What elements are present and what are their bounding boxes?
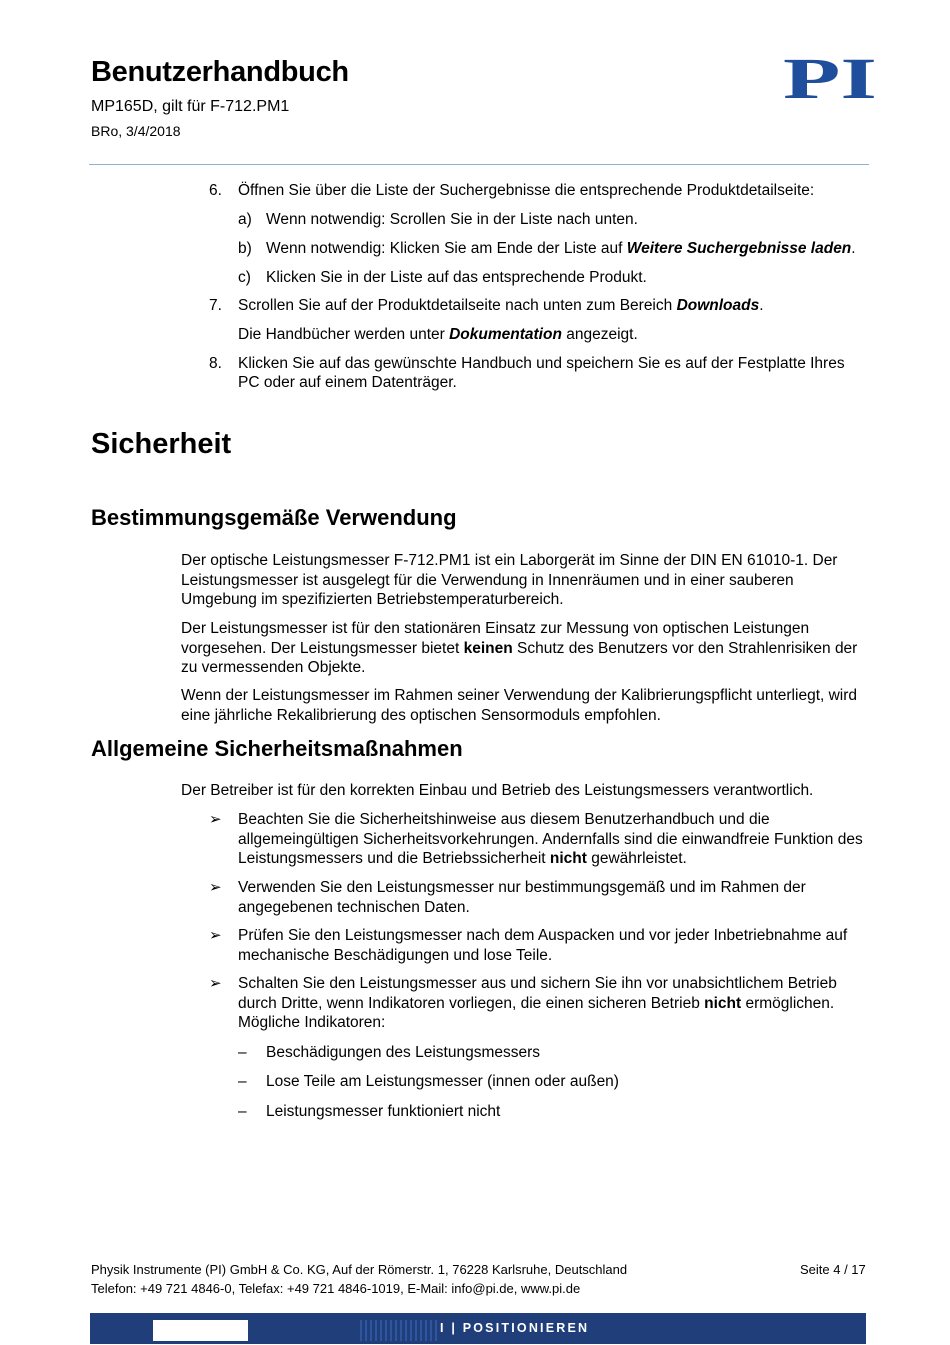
text-run: . [851, 240, 856, 257]
paragraph-operator: Der Betreiber ist für den korrekten Einbau und Betrieb des Leistungsmessers verantwortlich. [181, 782, 814, 799]
indicator-item: Lose Teile am Leistungsmesser (innen oder außen) [266, 1073, 619, 1090]
bullet-item [209, 974, 874, 1033]
text-run: gewährleistet. [586, 850, 687, 867]
bullet-item [209, 878, 874, 917]
heading-safety: Sicherheit [91, 428, 232, 460]
paragraph-intended-use-3: Wenn der Leistungsmesser im Rahmen seiner Verwendung der Kalibrierungspflicht unterliegt, wird eine jährliche Rekalibrierung des optischen Sensormoduls empfohlen. [181, 687, 858, 724]
step-8-line-1: Klicken Sie auf das gewünschte Handbuch und speichern Sie es auf der Festplatte Ihres [238, 355, 845, 372]
bullet-item [209, 926, 874, 965]
indicator-item: Beschädigungen des Leistungsmessers [266, 1044, 541, 1061]
bullet-text: Prüfen Sie den Leistungsmesser nach dem Auspacken und vor jeder Inbetriebnahme auf mechanische Beschädigungen und lose Teile. [238, 927, 848, 964]
text-run: Schalten Sie den Leistungsmesser aus und sichern Sie ihn vor unabsichtlichem Betrieb durch Dritte, wenn Indikatoren vorliegen, die einen sicheren Betrieb [238, 975, 837, 1012]
page-number: Seite 4 / 17 [800, 1262, 866, 1277]
text-run: . [759, 297, 764, 314]
dash-bullet-icon: – [238, 1044, 247, 1061]
substep-letter: a) [238, 211, 252, 228]
step-number: 6. [209, 182, 222, 199]
pi-logo [782, 54, 878, 102]
document-subtitle: MP165D, gilt für F-712.PM1 [91, 98, 290, 115]
text-run: Beachten Sie die Sicherheitshinweise aus diesem Benutzerhandbuch und die allgemeingültigen Sicherheitsvorkehrungen. Andernfalls sind die einwandfreie Funktion des Leistungsmessers und die Betriebssicherheit [238, 811, 863, 867]
substep-a-text: Wenn notwendig: Scrollen Sie in der Liste nach unten. [266, 211, 638, 228]
step-number: 8. [209, 355, 222, 372]
indicator-item: Leistungsmesser funktioniert nicht [266, 1103, 501, 1120]
footer-address: Physik Instrumente (PI) GmbH & Co. KG, Auf der Römerstr. 1, 76228 Karlsruhe, Deutschland [91, 1262, 628, 1277]
document-meta: BRo, 3/4/2018 [91, 123, 181, 139]
bullet-text [238, 810, 874, 869]
footer-contact: Telefon: +49 721 4846-0, Telefax: +49 721 4846-1019, E-Mail: info@pi.de, www.pi.de [91, 1281, 581, 1296]
heading-intended-use: Bestimmungsgemäße Verwendung [91, 505, 457, 530]
emphasis-label: keinen [463, 639, 513, 657]
text-run: Die Handbücher werden unter [238, 326, 450, 343]
dash-bullet-icon: – [238, 1073, 247, 1090]
footer-bar-white-block [153, 1320, 248, 1341]
header-divider [89, 164, 869, 165]
footer-brand-bar [90, 1313, 866, 1344]
footer-bar-slogan: I | POSITIONIEREN [440, 1321, 590, 1335]
document-title: Benutzerhandbuch [91, 56, 349, 88]
substep-c-text: Klicken Sie in der Liste auf das entsprechende Produkt. [266, 269, 647, 286]
step-6 [209, 181, 222, 201]
footer-bar-stripes [360, 1320, 440, 1341]
text-run: Wenn notwendig: Klicken Sie am Ende der Liste auf [266, 240, 627, 257]
emphasis-label: Dokumentation [449, 326, 562, 343]
bullet-text [238, 974, 874, 1033]
paragraph-intended-use-1: Der optische Leistungsmesser F-712.PM1 ist ein Laborgerät im Sinne der DIN EN 61010-1. Der Leistungsmesser ist ausgelegt für die Verwendung in Innenräumen und in einer sauberen Umgebung im spezifizierten Betriebstemperaturbereich. [181, 552, 838, 608]
step-7-result [238, 325, 638, 345]
emphasis-link-label: Weitere Suchergebnisse laden [626, 240, 852, 257]
step-number: 7. [209, 297, 222, 314]
text-run: Schutz des Benutzers vor den Strahlenrisiken der zu vermessenden Objekte. [181, 639, 858, 676]
pi-logo-text: PI [783, 54, 877, 102]
step-6-text: Öffnen Sie über die Liste der Suchergebnisse die entsprechende Produktdetailseite: [238, 182, 815, 199]
text-run: angezeigt. [561, 326, 638, 343]
text-run: Scrollen Sie auf der Produktdetailseite nach unten zum Bereich [238, 297, 677, 314]
emphasis-label: Downloads [676, 297, 760, 314]
substep-b-text [266, 239, 856, 259]
arrow-bullet-icon: ➢ [209, 811, 222, 828]
bullet-text: Verwenden Sie den Leistungsmesser nur bestimmungsgemäß und im Rahmen der angegebenen technischen Daten. [238, 879, 806, 916]
emphasis-label: nicht [704, 994, 742, 1012]
dash-bullet-icon: – [238, 1103, 247, 1120]
heading-general-safety: Allgemeine Sicherheitsmaßnahmen [91, 736, 463, 761]
paragraph-intended-use-2 [181, 619, 871, 678]
text-run: Der Leistungsmesser ist für den stationären Einsatz zur Messung von optischen Leistungen vorgesehen. Der Leistungsmesser bietet [181, 620, 810, 657]
step-7-text [238, 296, 764, 316]
arrow-bullet-icon: ➢ [209, 879, 222, 896]
text-run: ermöglichen. Mögliche Indikatoren: [238, 994, 835, 1031]
step-8-line-2: PC oder auf einem Datenträger. [238, 374, 457, 391]
arrow-bullet-icon: ➢ [209, 927, 222, 944]
emphasis-label: nicht [549, 850, 587, 867]
substep-letter: c) [238, 269, 251, 286]
arrow-bullet-icon: ➢ [209, 975, 222, 992]
bullet-item [209, 810, 874, 869]
substep-letter: b) [238, 240, 252, 257]
